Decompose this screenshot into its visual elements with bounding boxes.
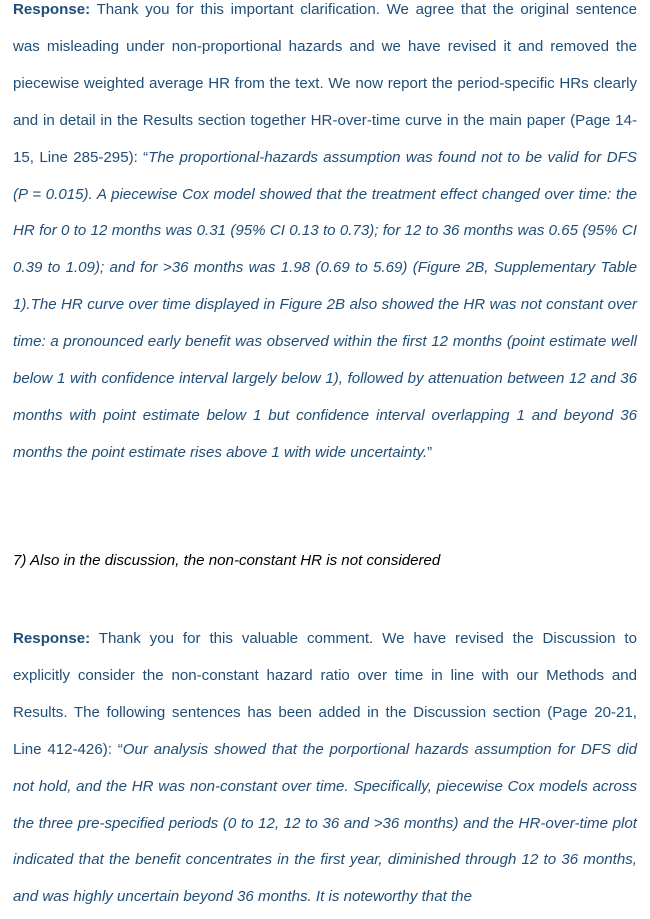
response-intro-text: Thank you for this valuable comment. We have revised the Discussion to explicitly consider the non-constant hazard ratio over time in line with our Methods and Results. The following sentences has been added in the Discussion section (Page 20-21, Line 412-426): “ [13, 630, 637, 758]
quoted-results-text: The proportional-hazards assumption was found not to be valid for DFS (P = 0.015). A piecewise Cox model showed that the treatment effect changed over time: the HR for 0 to 12 months was 0.31 (95% CI 0.13 to 0.73); for 12 to 36 months was 0.65 (95% CI 0.39 to 1.09); and for >36 months was 1.98 (0.69 to 5.69) (Figure 2B, Supplementary Table 1).The HR curve over time displayed in Figure 2B also showed the HR was not constant over time: a pronounced early benefit was observed within the first 12 months (point estimate well below 1 with confidence interval largely below 1), followed by attenuation between 12 and 36 months with point estimate below 1 but confidence interval overlapping 1 and beyond 36 months the point estimate rises above 1 with wide uncertainty. [13, 148, 637, 461]
closing-quote-mark: ” [427, 443, 433, 461]
reviewer-comment-7: 7) Also in the discussion, the non-constant HR is not considered [13, 552, 441, 569]
response-label: Response: [13, 630, 91, 647]
response-paragraph-1 [13, 0, 637, 472]
quoted-discussion-text: Our analysis showed that the porportional hazards assumption for DFS did not hold, and the HR was non-constant over time. Specifically, piecewise Cox models across the three pre-specified periods (0 to 12, 12 to 36 and >36 months) and the HR-over-time plot indicated that the benefit concentrates in the first year, diminished through 12 to 36 months, and was highly uncertain beyond 36 months. It is noteworthy that the [13, 740, 637, 906]
response-label: Response: [13, 1, 91, 18]
response-paragraph-2 [13, 621, 637, 916]
response-intro-text: Thank you for this important clarification. We agree that the original sentence was misleading under non-proportional hazards and we have revised it and removed the piecewise weighted average HR from the text. We now report the period-specific HRs clearly and in detail in the Results section together HR-over-time curve in the main paper (Page 14-15, Line 285-295): “ [13, 1, 637, 166]
